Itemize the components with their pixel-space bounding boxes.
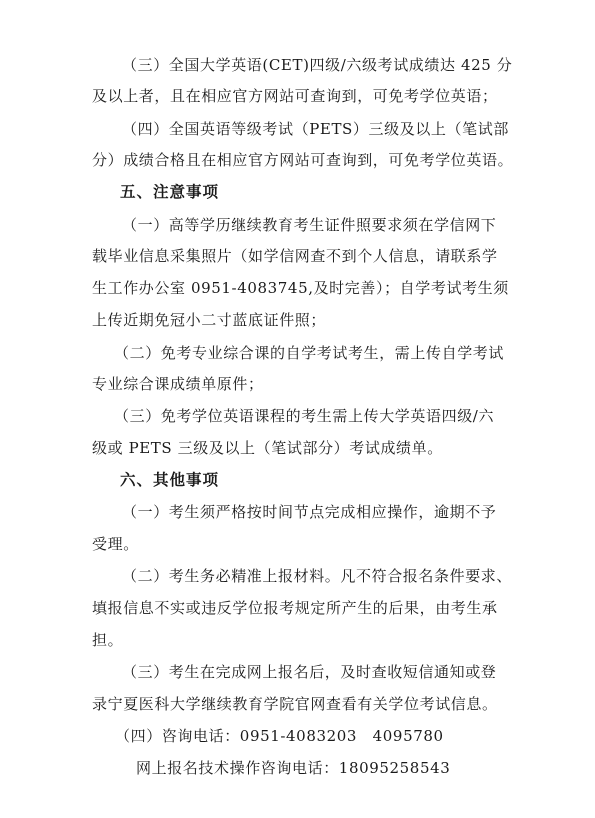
text-line: （二）免考专业综合课的自学考试考生，需上传自学考试 — [114, 344, 505, 362]
text-line: 上传近期免冠小二寸蓝底证件照； — [92, 311, 327, 329]
text-line: 及以上者，且在相应官方网站可查询到，可免考学位英语； — [92, 87, 498, 105]
text-line: （二）考生务必精准上报材料。凡不符合报名条件要求、 — [122, 567, 513, 585]
text-line: 载毕业信息采集照片（如学信网查不到个人信息，请联系学 — [92, 247, 498, 265]
text-line: （一）考生须严格按时间节点完成相应操作，逾期不予 — [122, 503, 497, 521]
text-line: （一）高等学历继续教育考生证件照要求须在学信网下 — [122, 216, 497, 234]
text-line: （三）考生在完成网上报名后，及时查收短信通知或登 — [122, 663, 497, 681]
text-line: 填报信息不实或违反学位报考规定所产生的后果，由考生承 — [92, 599, 498, 617]
text-line: （三）免考学位英语课程的考生需上传大学英语四级/六 — [114, 407, 495, 425]
text-line: 录宁夏医科大学继续教育学院官网查看有关学位考试信息。 — [92, 695, 498, 713]
text-line: 级或 PETS 三级及以上（笔试部分）考试成绩单。 — [92, 439, 443, 457]
text-line: 担。 — [92, 631, 124, 649]
section-heading-other: 六、其他事项 — [120, 471, 220, 489]
text-line: 专业综合课成绩单原件； — [92, 375, 264, 393]
text-line: （四）全国英语等级考试（PETS）三级及以上（笔试部 — [122, 120, 509, 138]
text-line: 受理。 — [92, 535, 139, 553]
section-heading-notes: 五、注意事项 — [120, 183, 220, 201]
contact-phone-line: （四）咨询电话：0951-4083203 4095780 — [115, 727, 444, 745]
text-line: 分）成绩合格且在相应官方网站可查询到，可免考学位英语。 — [92, 151, 514, 169]
text-line: （三）全国大学英语(CET)四级/六级考试成绩达 425 分 — [122, 56, 513, 74]
text-line: 生工作办公室 0951-4083745,及时完善）；自学考试考生须 — [92, 279, 509, 297]
tech-support-phone-line: 网上报名技术操作咨询电话：18095258543 — [136, 759, 451, 777]
